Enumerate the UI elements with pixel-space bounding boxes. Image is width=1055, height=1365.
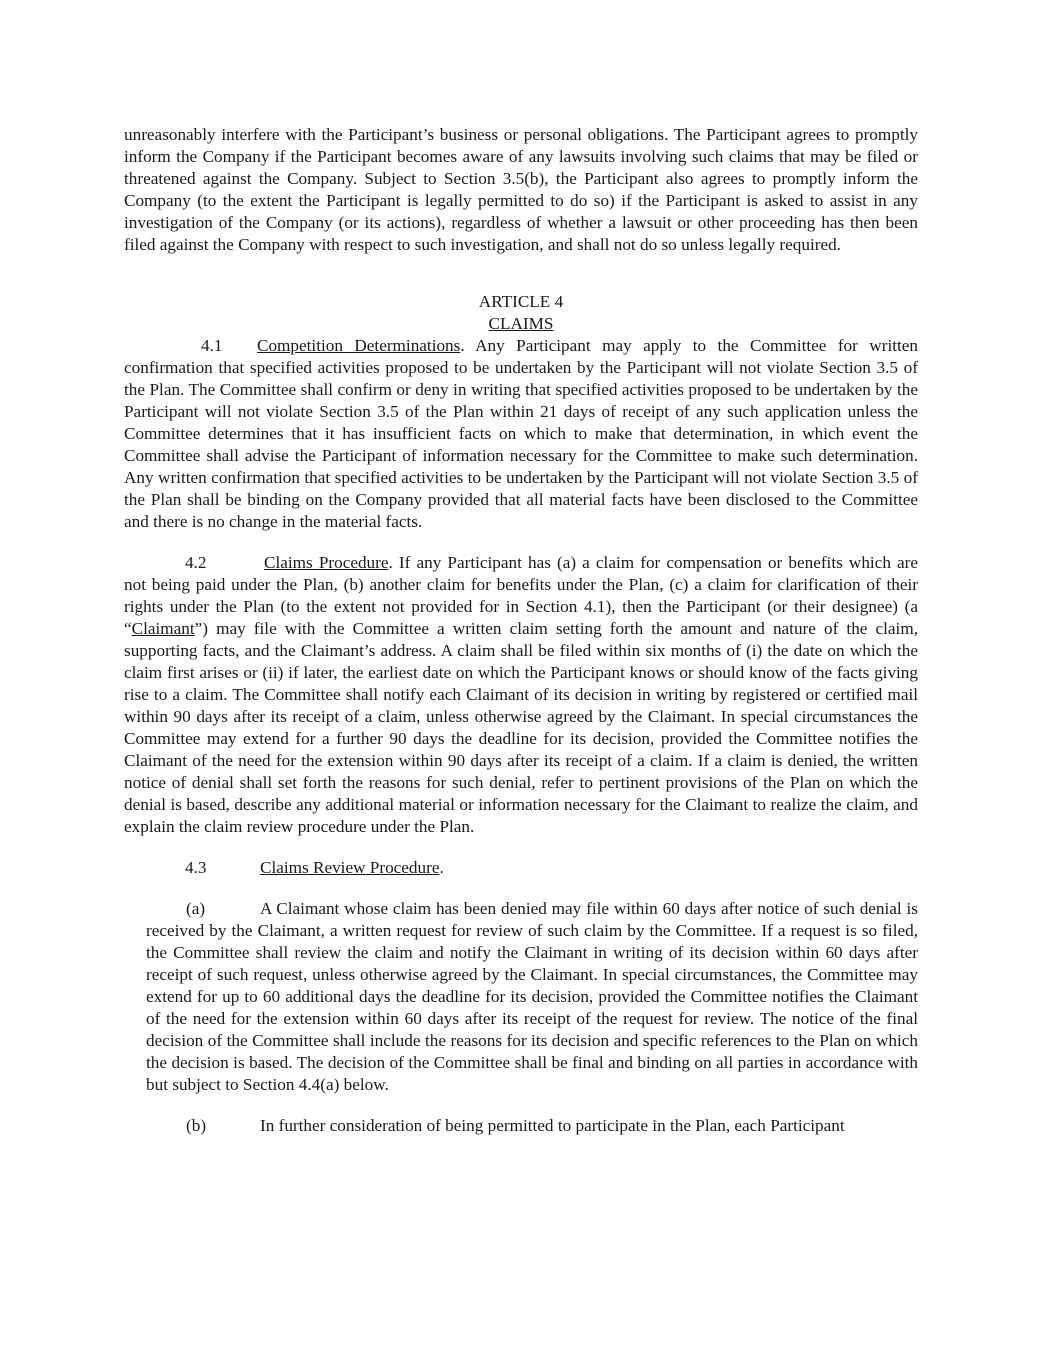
section-body: . Any Participant may apply to the Committee for written confirmation that specified activities proposed to be undertaken by the Participant will not violate Section 3.5 of the Plan. The Committee shall confirm or deny in writing that specified activities proposed to be undertaken by the Participant will not violate Section 3.5 of the Plan within 21 days of receipt of any such application unless the Committee determines that it has insufficient facts on which to make that determination, in which event the Committee shall advise the Participant of information necessary for the Committee to make such determination. Any written confirmation that specified activities to be undertaken by the Participant will not violate Section 3.5 of the Plan shall be binding on the Company provided that all material facts have been disclosed to the Committee and there is no change in the material facts.: [124, 336, 918, 531]
section-4-3-heading: [124, 857, 918, 879]
section-4-2: [124, 552, 918, 838]
section-4-1: [124, 335, 918, 533]
intro-paragraph: unreasonably interfere with the Participant’s business or personal obligations. The Participant agrees to promptly inform the Company if the Participant becomes aware of any lawsuits involving such claims that may be filed or threatened against the Company. Subject to Section 3.5(b), the Participant also agrees to promptly inform the Company (to the extent the Participant is legally permitted to do so) if the Participant is asked to assist in any investigation of the Company (or its actions), regardless of whether a lawsuit or other proceeding has then been filed against the Company with respect to such investigation, and shall not do so unless legally required.: [124, 125, 918, 254]
section-heading: Competition Determinations: [257, 336, 461, 355]
section-heading: Claims Review Procedure: [260, 858, 440, 877]
section-number: 4.3: [185, 858, 207, 877]
subsection-marker: (a): [186, 899, 206, 918]
subsection-4-3-b: [146, 1115, 918, 1137]
section-body-part-1: . If any Participant has (a) a claim for compensation or benefits which are not being paid under the Plan, (b) another claim for benefits under the Plan, (c) a claim for clarification of their rights under the Plan (to the extent not provided for in Section 4.1), then the Participant (or their designee) (a “: [124, 553, 919, 638]
article-number: ARTICLE 4: [478, 292, 564, 311]
section-heading: Claims Procedure: [264, 553, 389, 572]
subsection-marker: (b): [186, 1116, 207, 1135]
section-body-part-2: ”) may file with the Committee a written claim setting forth the amount and nature of the claim, supporting facts, and the Claimant’s address. A claim shall be filed within six months of (i) the date on which the claim first arises or (ii) if later, the earliest date on which the Participant knows or should know of the facts giving rise to a claim. The Committee shall notify each Claimant of its decision in writing by registered or certified mail within 90 days after its receipt of a claim, unless otherwise agreed by the Claimant. In special circumstances the Committee may extend for a further 90 days the deadline for its decision, provided the Committee notifies the Claimant of the need for the extension within 90 days after its receipt of a claim. If a claim is denied, the written notice of denial shall set forth the reasons for such denial, refer to pertinent provisions of the Plan on which the denial is based, describe any additional material or information necessary for the Claimant to realize the claim, and explain the claim review procedure under the Plan.: [124, 619, 918, 836]
document-page: [124, 124, 918, 1137]
section-number: 4.1: [201, 336, 223, 355]
article-title-text: CLAIMS: [488, 314, 554, 333]
section-number: 4.2: [185, 553, 207, 572]
defined-term: Claimant: [131, 619, 195, 638]
section-heading-period: .: [439, 858, 444, 877]
subsection-4-3-a: [146, 898, 918, 1096]
article-title: [124, 313, 918, 335]
subsection-body: In further consideration of being permitted to participate in the Plan, each Participant: [260, 1116, 845, 1135]
subsection-body: A Claimant whose claim has been denied may file within 60 days after notice of such denial is received by the Claimant, a written request for review of such claim by the Committee. If a request is so filed, the Committee shall review the claim and notify the Claimant in writing of its decision within 60 days after receipt of such request, unless otherwise agreed by the Claimant. In special circumstances, the Committee may extend for up to 60 additional days the deadline for its decision, provided the Committee notifies the Claimant of the need for the extension within 60 days after its receipt of the request for review. The notice of the final decision of the Committee shall include the reasons for its decision and specific references to the Plan on which the decision is based. The decision of the Committee shall be final and binding on all parties in accordance with but subject to Section 4.4(a) below.: [146, 899, 918, 1094]
